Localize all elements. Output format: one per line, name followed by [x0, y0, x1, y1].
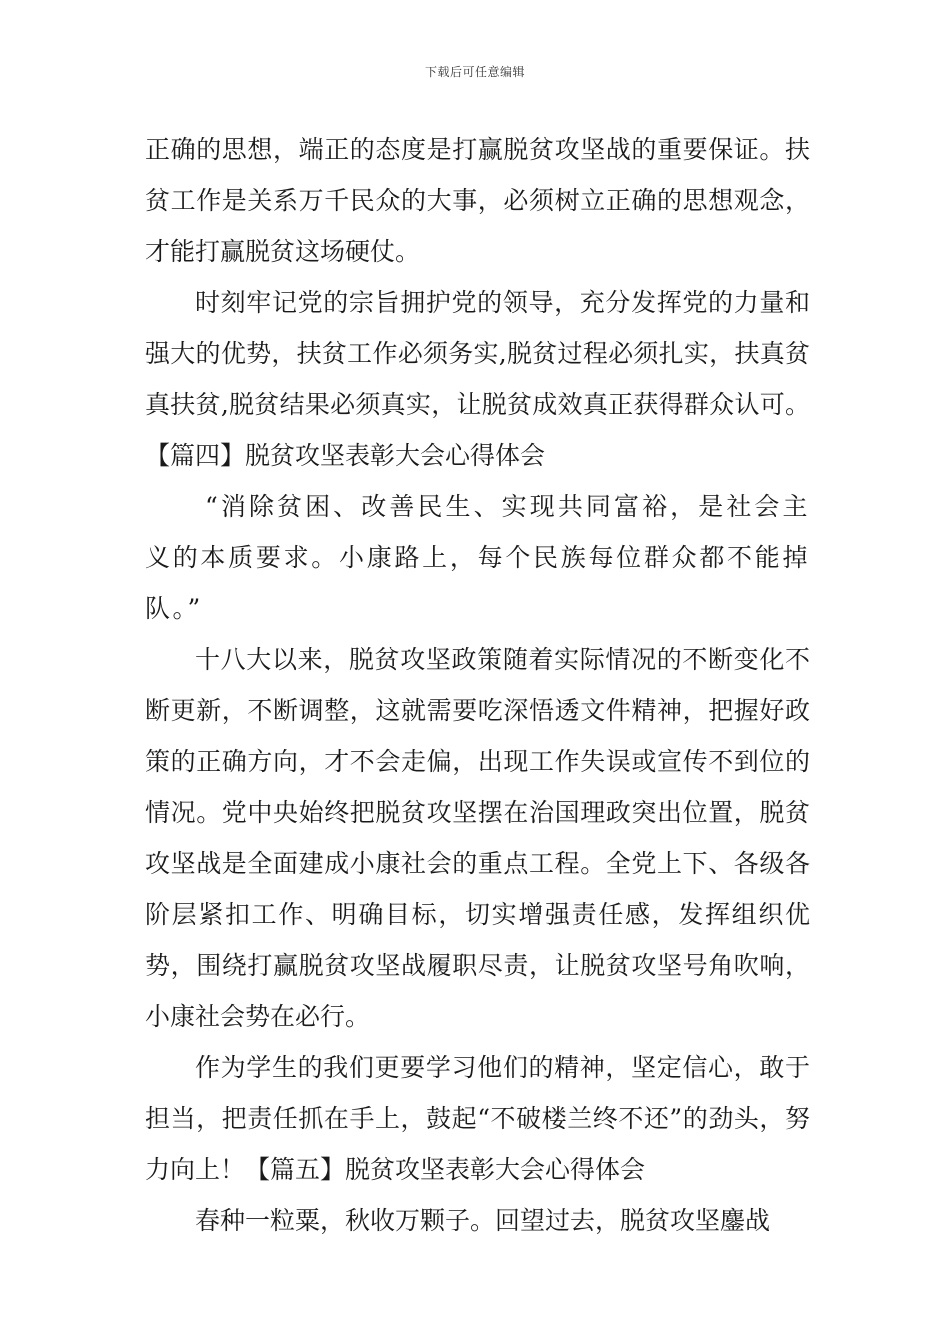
- paragraph-party-leadership: 时刻牢记党的宗旨拥护党的领导，充分发挥党的力量和强大的优势，扶贫工作必须务实,脱贫过程必须扎实，扶真贫真扶贫,脱贫结果必须真实，让脱贫成效真正获得群众认可。【篇四】脱贫攻坚表彰大会心得体会: [145, 288, 810, 470]
- page-header-note: 下载后可任意编辑: [424, 65, 525, 79]
- paragraph-policy: 十八大以来，脱贫攻坚政策随着实际情况的不断变化不断更新，不断调整，这就需要吃深悟透文件精神，把握好政策的正确方向，才不会走偏，出现工作失误或宣传不到位的情况。党中央始终把脱贫攻坚摆在治国理政突出位置，脱贫攻坚战是全面建成小康社会的重点工程。全党上下、各级各阶层紧扣工作、明确目标，切实增强责任感，发挥组织优势，围绕打赢脱贫攻坚战履职尽责，让脱贫攻坚号角吹响，小康社会势在必行。: [145, 645, 810, 1031]
- paragraph-students: 作为学生的我们更要学习他们的精神，坚定信心，敢于担当，把责任抓在手上，鼓起“不破楼兰终不还”的劲头，努力向上！【篇五】脱贫攻坚表彰大会心得体会: [145, 1053, 810, 1184]
- document-body: [145, 124, 810, 1246]
- paragraph-spring: 春种一粒粟，秋收万颗子。回望过去，脱贫攻坚鏖战: [195, 1206, 771, 1235]
- paragraph-continuation: 正确的思想，端正的态度是打赢脱贫攻坚战的重要保证。扶贫工作是关系万千民众的大事，必须树立正确的思想观念，才能打赢脱贫这场硬仗。: [145, 135, 810, 266]
- paragraph-quote: “消除贫困、改善民生、实现共同富裕，是社会主义的本质要求。小康路上，每个民族每位群众都不能掉队。”: [145, 492, 810, 623]
